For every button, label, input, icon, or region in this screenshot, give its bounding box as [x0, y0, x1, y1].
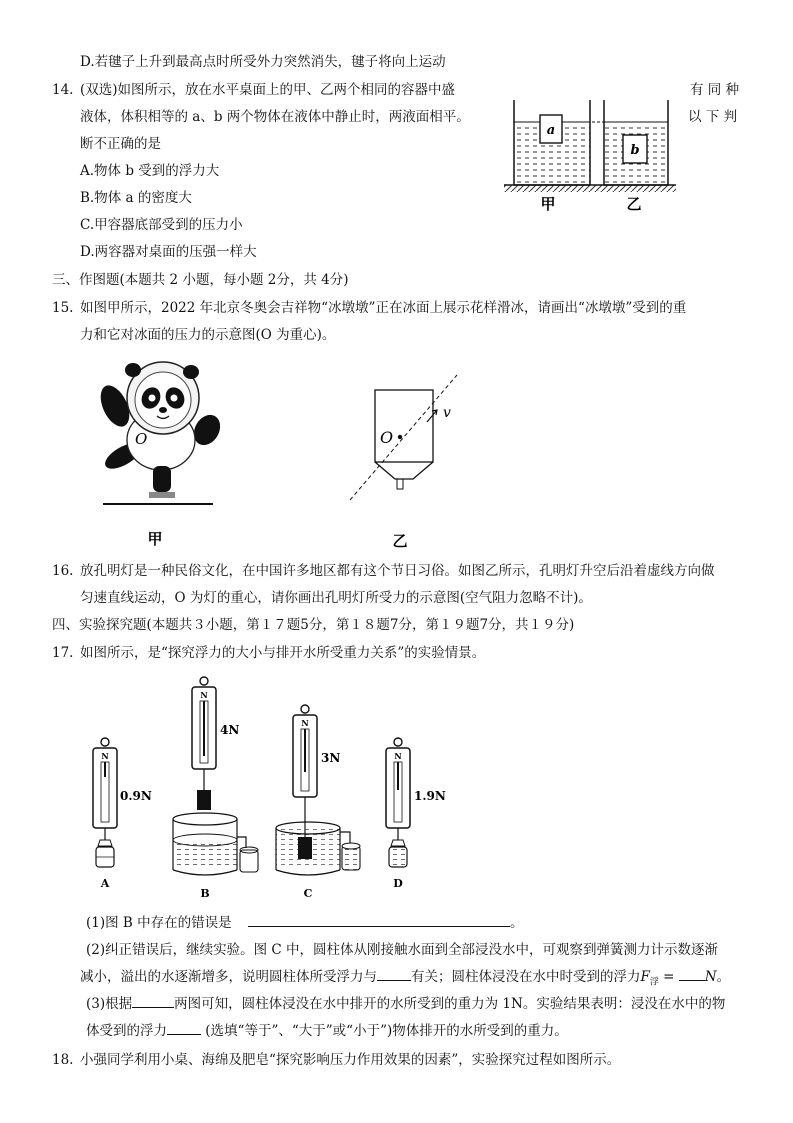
q14-line1-tail: 有 同 种 [690, 82, 740, 98]
q17-number: 17. [52, 645, 74, 661]
q17-sub2-line2: 减小，溢出的水逐渐增多，说明圆柱体所受浮力与 有关；圆柱体浸没在水中时受到的浮力$F_浮 = N$。 [80, 969, 731, 988]
scale-c-unit: N [301, 718, 309, 728]
mascot-figure [95, 358, 235, 548]
figure-jia-label: 甲 [147, 530, 163, 548]
object-b-label: b [630, 143, 640, 158]
reading-a: 0.9N [120, 789, 152, 803]
q17-sub2-blank2[interactable] [679, 980, 705, 981]
label-a: A [100, 877, 110, 890]
lantern-o-label: O [380, 428, 394, 447]
q14-line2: 液体，体积相等的 a、b 两个物体在液体中静止时，两液面相平。 [80, 109, 470, 125]
reading-b: 4N [220, 723, 240, 737]
q17-sub2-blank1[interactable] [377, 980, 411, 981]
q18-line1: 小强同学利用小桌、海绵及肥皂“探究影响压力作用效果的因素”，实验探究过程如图所示。 [80, 1052, 621, 1068]
section3-heading: 三、作图题(本题共 2 小题，每小题 2分，共 4分) [52, 272, 349, 288]
spring-scale-d [386, 738, 410, 867]
section4-heading: 四、实验探究题(本题共３小题，第１７题5分，第１８题7分，第１９题7分，共１９分) [52, 617, 575, 633]
spring-scale-b [192, 677, 216, 810]
velocity-label: v [443, 405, 451, 421]
reading-c: 3N [321, 751, 341, 765]
container-jia-label: 甲 [540, 195, 556, 213]
mascot-o-label: O [135, 430, 148, 448]
lantern-figure [335, 375, 475, 550]
q14-option-b: B.物体 a 的密度大 [80, 190, 192, 206]
spring-scale-a [93, 738, 117, 867]
q17-sub3-line2: 体受到的浮力 (选填“等于”、“大于”或“小于”)物体排开的水所受到的重力。 [86, 1023, 568, 1039]
scale-d-unit: N [394, 751, 402, 761]
label-c: C [303, 887, 313, 900]
q18-number: 18. [52, 1052, 74, 1068]
scale-a-unit: N [101, 751, 109, 761]
container-yi-label: 乙 [626, 195, 642, 213]
overflow-can-b [173, 813, 258, 875]
q14-line1: (双选)如图所示，放在水平桌面上的甲、乙两个相同的容器中盛 [80, 82, 456, 98]
reading-d: 1.9N [414, 789, 446, 803]
q14-option-d: D.两容器对桌面的压强一样大 [80, 244, 257, 260]
q16-line1: 放孔明灯是一种民俗文化，在中国许多地区都有这个节日习俗。如图乙所示，孔明灯升空后沿着虚线方向做 [80, 563, 715, 579]
q15-line1: 如图甲所示，2022 年北京冬奥会吉祥物“冰墩墩”正在冰面上展示花样滑冰，请画出“冰墩墩”受到的重 [80, 300, 687, 316]
q17-sub3-blank2[interactable] [167, 1034, 201, 1035]
q15-number: 15. [52, 300, 74, 316]
q17-sub2-line1: (2)纠正错误后，继续实验。图 C 中，圆柱体从刚接触水面到全部浸没水中，可观察到弹簧测力计示数逐渐 [86, 942, 719, 958]
q14-number: 14. [52, 82, 74, 98]
q14-option-a: A.物体 b 受到的浮力大 [80, 163, 220, 179]
q14-line2-tail: 以 下 判 [688, 109, 738, 125]
q14-line3: 断不正确的是 [80, 136, 161, 152]
q16-line2: 匀速直线运动，O 为灯的重心，请你画出孔明灯所受力的示意图(空气阻力忽略不计)。 [80, 590, 592, 606]
q15-line2: 力和它对冰面的压力的示意图(O 为重心)。 [80, 327, 336, 343]
q17-sub3-blank1[interactable] [132, 1007, 174, 1008]
label-b: B [200, 887, 210, 900]
overflow-can-c [276, 822, 360, 875]
label-d: D [393, 877, 403, 890]
containers-figure [500, 95, 680, 220]
q13-option-d: D.若毽子上升到最高点时所受外力突然消失，毽子将向上运动 [80, 54, 446, 70]
object-a-label: a [546, 123, 556, 138]
q16-number: 16. [52, 563, 74, 579]
q17-sub1: (1)图 B 中存在的错误是 。 [86, 915, 524, 931]
q14-option-c: C.甲容器底部受到的压力小 [80, 217, 243, 233]
q17-line1: 如图所示，是“探究浮力的大小与排开水所受重力关系”的实验情景。 [80, 645, 486, 661]
scale-b-unit: N [200, 690, 208, 700]
q17-sub1-blank[interactable] [248, 926, 510, 927]
buoyancy-experiment-figure [80, 672, 480, 902]
figure-yi-label: 乙 [392, 532, 408, 550]
q17-sub3-line1: (3)根据 两图可知，圆柱体浸没在水中排开的水所受到的重力为 1N。实验结果表明：浸没在水中的物 [86, 996, 726, 1012]
